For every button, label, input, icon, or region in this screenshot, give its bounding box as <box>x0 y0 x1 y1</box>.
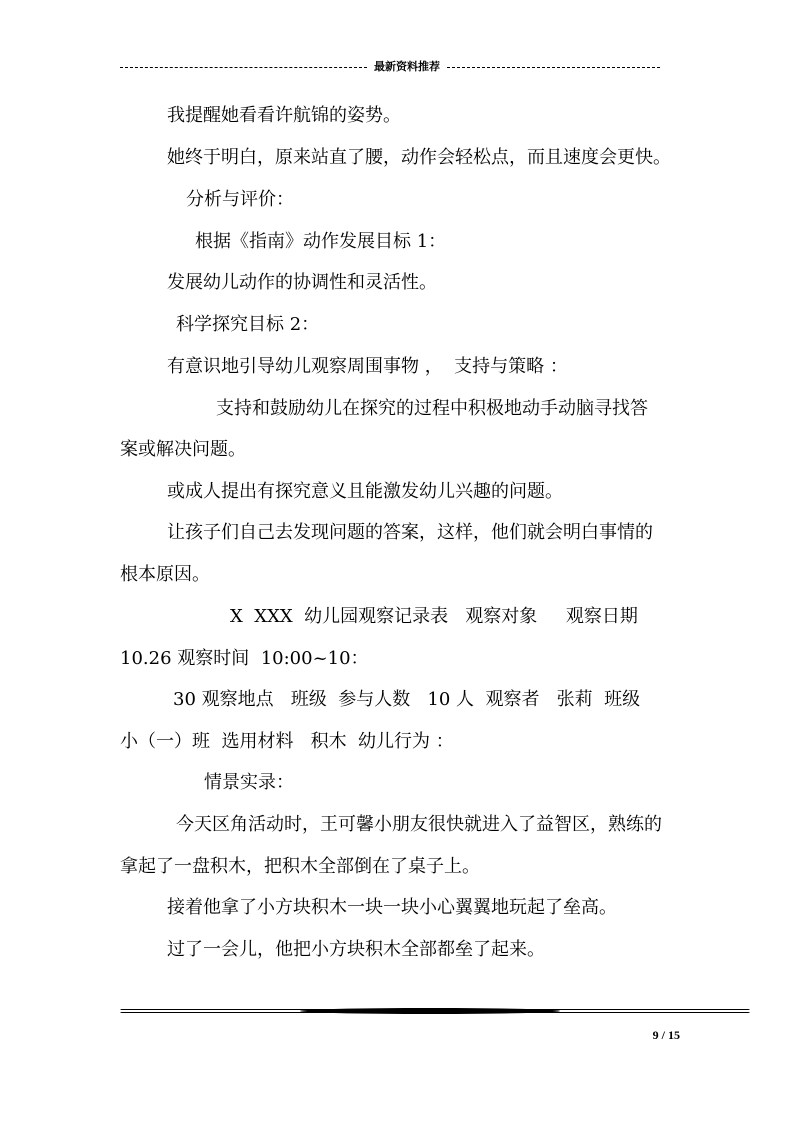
footer-rule-ornament <box>300 1008 560 1014</box>
paragraph-line: 根本原因。 <box>120 564 210 585</box>
paragraph-line: 支持和鼓励幼儿在探究的过程中积极地动手动脑寻找答 <box>216 398 648 419</box>
paragraph-line: 今天区角活动时，王可馨小朋友很快就进入了益智区，熟练的 <box>176 814 662 835</box>
paragraph-line: 案或解决问题。 <box>120 439 246 460</box>
section-heading-analysis: 分析与评价： <box>186 189 294 210</box>
paragraph-line: 30 观察地点 班级 参与人数 10 人 观察者 张莉 班级 <box>173 689 641 710</box>
paragraph-line: 我提醒她看看许航锦的姿势。 <box>167 105 401 126</box>
paragraph-line: 有意识地引导幼儿观察周围事物 ， 支持与策略 ： <box>167 356 568 377</box>
page-header <box>120 58 660 76</box>
page-number: 9 / 15 <box>652 1028 680 1042</box>
paragraph-line: 科学探究目标 2： <box>176 314 320 335</box>
paragraph-line: 过了一会儿，他把小方块积木全部都垒了起来。 <box>167 939 545 960</box>
header-dashed-line-left <box>120 67 367 68</box>
paragraph-line: 小（一）班 选用材料 积木 幼儿行为 ： <box>120 731 454 752</box>
paragraph-line: 或成人提出有探究意义且能激发幼儿兴趣的问题。 <box>167 481 563 502</box>
paragraph-line: 接着他拿了小方块积木一块一块小心翼翼地玩起了垒高。 <box>167 897 617 918</box>
paragraph-line: 根据《指南》动作发展目标 1： <box>195 231 447 252</box>
paragraph-line: 让孩子们自己去发现问题的答案，这样，他们就会明白事情的 <box>167 522 653 543</box>
header-title: 最新资料推荐 <box>374 60 440 73</box>
paragraph-line: 10.26 观察时间 10:00~10： <box>120 648 369 669</box>
paragraph-line: 拿起了一盘积木，把积木全部倒在了桌子上。 <box>120 856 480 877</box>
section-heading-scene: 情景实录： <box>204 772 294 793</box>
record-table-title-line: X XXX 幼儿园观察记录表 观察对象 观察日期 <box>230 606 638 627</box>
paragraph-line: 发展幼儿动作的协调性和灵活性。 <box>167 272 437 293</box>
paragraph-line: 她终于明白，原来站直了腰，动作会轻松点，而且速度会更快。 <box>167 147 671 168</box>
header-dashed-line-right <box>447 67 660 68</box>
